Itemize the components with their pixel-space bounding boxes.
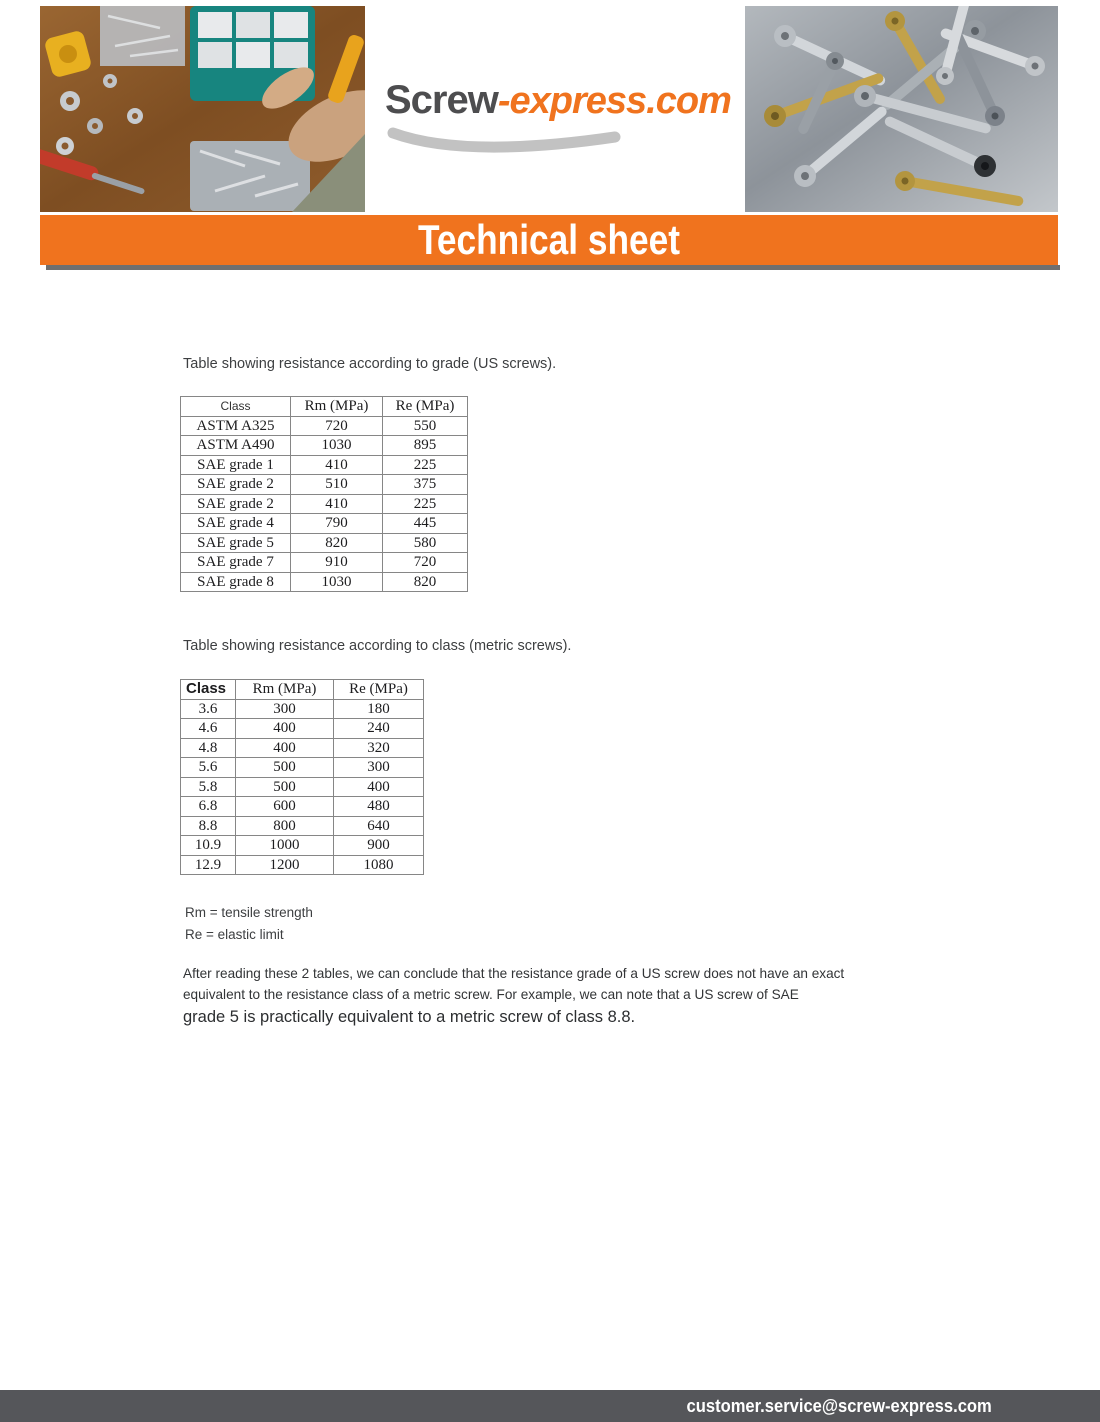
table-cell: 820 [383,572,468,592]
table-header-row [181,680,424,700]
table-cell: 225 [383,455,468,475]
table-cell: 550 [383,416,468,436]
table-cell: 895 [383,436,468,456]
screws-photo [745,6,1058,212]
table-row [181,816,424,836]
table-row [181,514,468,534]
brand-name-primary: Screw [385,78,498,122]
table-cell: 400 [236,719,334,739]
table-cell: 410 [291,455,383,475]
table-cell: SAE grade 2 [181,475,291,495]
brand-wordmark [385,78,735,123]
table-row [181,738,424,758]
table-cell: 1030 [291,436,383,456]
table-cell: 6.8 [181,797,236,817]
table-header-row [181,397,468,417]
table-cell: 720 [291,416,383,436]
page-title-text: Technical sheet [417,216,681,263]
metric-table-intro: Table showing resistance according to class (metric screws). [183,638,572,654]
table-cell: SAE grade 5 [181,533,291,553]
column-header: Rm (MPa) [291,397,383,417]
table-cell: SAE grade 1 [181,455,291,475]
table-cell: 375 [383,475,468,495]
table-cell: 5.6 [181,758,236,778]
table-row [181,797,424,817]
table-cell: ASTM A325 [181,416,291,436]
table-cell: 1080 [334,855,424,875]
table-row [181,719,424,739]
brand-logo [385,78,735,157]
table-cell: 4.6 [181,719,236,739]
table-cell: SAE grade 4 [181,514,291,534]
table-cell: 820 [291,533,383,553]
legend-rm: Rm = tensile strength [185,905,313,920]
table-row [181,455,468,475]
table-cell: 600 [236,797,334,817]
table-row [181,758,424,778]
legend-re: Re = elastic limit [185,927,284,942]
title-banner [40,215,1058,265]
column-header: Re (MPa) [383,397,468,417]
page-title [40,215,1058,265]
table-cell: 12.9 [181,855,236,875]
table-cell: 400 [236,738,334,758]
table-row [181,533,468,553]
table-cell: 8.8 [181,816,236,836]
table-cell: SAE grade 8 [181,572,291,592]
table-row [181,777,424,797]
table-cell: 640 [334,816,424,836]
table-cell: 580 [383,533,468,553]
us-resistance-table [180,396,468,592]
conclusion-text: After reading these 2 tables, we can conclude that the resistance grade of a US screw does not have an exact equivalent to the resistance class of a metric screw. For example, we can note that a US screw of SAE [183,966,845,1002]
metric-resistance-table [180,679,424,875]
table-cell: 900 [334,836,424,856]
screws-photo-art [745,6,1058,212]
table-cell: 4.8 [181,738,236,758]
table-cell: 180 [334,699,424,719]
workbench-photo-art [40,6,365,212]
table-cell: 480 [334,797,424,817]
table-row [181,699,424,719]
table-cell: 1200 [236,855,334,875]
table-row [181,436,468,456]
table-cell: 1030 [291,572,383,592]
footer-bar [0,1390,1100,1422]
table-cell: 910 [291,553,383,573]
column-header: Class [181,397,291,417]
logo-swoosh [385,125,623,157]
table-row [181,572,468,592]
table-cell: 225 [383,494,468,514]
column-header: Class [181,680,236,700]
table-cell: ASTM A490 [181,436,291,456]
brand-name-secondary: -express.com [497,80,731,122]
table-row [181,836,424,856]
table-cell: 240 [334,719,424,739]
table-cell: SAE grade 7 [181,553,291,573]
table-cell: 500 [236,777,334,797]
us-table-intro: Table showing resistance according to grade (US screws). [183,356,557,372]
table-cell: 500 [236,758,334,778]
workbench-photo [40,6,365,212]
table-cell: 1000 [236,836,334,856]
table-cell: 5.8 [181,777,236,797]
table-cell: 410 [291,494,383,514]
table-row [181,494,468,514]
table-cell: 800 [236,816,334,836]
table-row [181,553,468,573]
table-cell: 445 [383,514,468,534]
table-cell: 300 [334,758,424,778]
table-cell: 400 [334,777,424,797]
table-cell: 10.9 [181,836,236,856]
table-row [181,855,424,875]
table-cell: 510 [291,475,383,495]
table-cell: 300 [236,699,334,719]
column-header: Re (MPa) [334,680,424,700]
table-row [181,416,468,436]
table-cell: 720 [383,553,468,573]
conclusion-paragraph [183,963,893,1029]
column-header: Rm (MPa) [236,680,334,700]
table-cell: 790 [291,514,383,534]
conclusion-emphasis: grade 5 is practically equivalent to a metric screw of class 8.8. [183,1008,636,1026]
table-cell: 3.6 [181,699,236,719]
contact-email: customer.service@screw-express.com [686,1396,992,1416]
table-row [181,475,468,495]
table-cell: 320 [334,738,424,758]
banner-shadow [46,265,1060,270]
table-cell: SAE grade 2 [181,494,291,514]
